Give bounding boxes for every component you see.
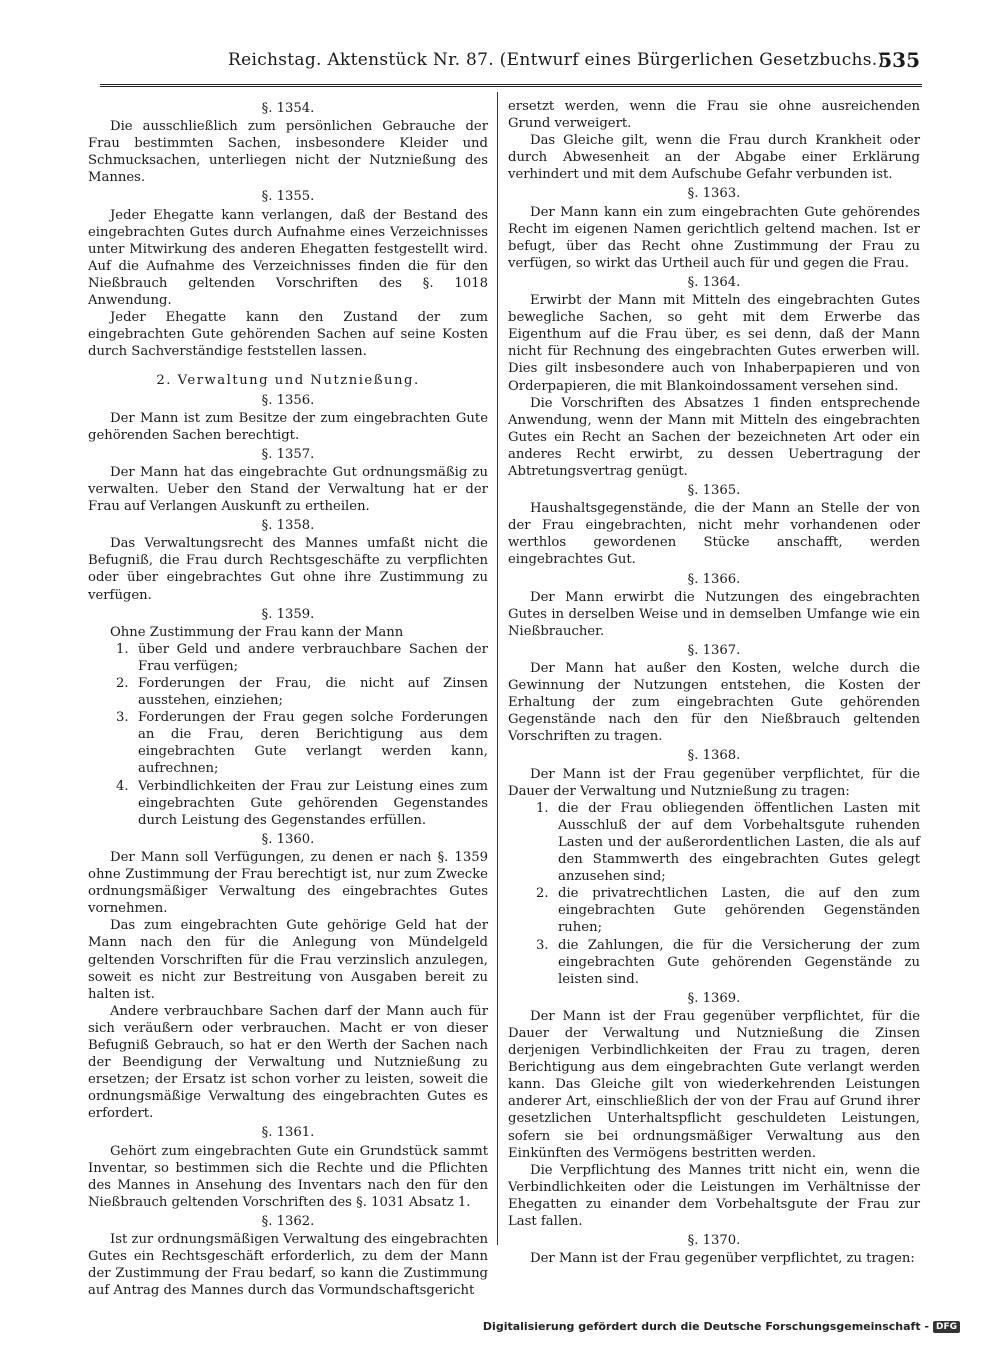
paragraph: Ohne Zustimmung der Frau kann der Mann (110, 624, 404, 640)
section-heading: §. 1366. (687, 571, 741, 587)
list-item: 3. Forderungen der Frau gegen solche Forderungen an die Frau, deren Berichtigung aus dem eingebrachten Gute verlangt werden kann, aufrechnen; (116, 710, 488, 777)
paragraph: Das Gleiche gilt, wenn die Frau durch Krankheit oder durch Abwesenheit an der Abgabe einer Erklärung verhindert und mit dem Aufschube Gefahr verbunden ist. (508, 133, 920, 183)
section-heading: §. 1369. (687, 990, 741, 1006)
subheading: 2. Verwaltung und Nutznießung. (156, 373, 420, 389)
column-divider (497, 92, 498, 1245)
paragraph: Der Mann ist der Frau gegenüber verpflichtet, für die Dauer der Verwaltung und Nutznießung zu tragen: (508, 766, 920, 799)
section-heading: §. 1370. (687, 1233, 741, 1249)
section-heading: §. 1368. (687, 748, 741, 764)
section-heading: §. 1354. (261, 101, 315, 116)
paragraph: Der Mann ist zum Besitze der zum eingebrachten Gute gehörenden Sachen berechtigt. (88, 410, 488, 443)
paragraph: Die ausschließlich zum persönlichen Gebrauche der Frau bestimmten Sachen, insbesondere Kleider und Schmucksachen, unterliegen nicht der Nutznießung des Mannes. (88, 119, 488, 186)
section-heading: §. 1361. (261, 1125, 315, 1141)
paragraph-continuation: ersetzt werden, wenn die Frau sie ohne ausreichenden Grund verweigert. (508, 99, 920, 132)
paragraph: Das Verwaltungsrecht des Mannes umfaßt nicht die Befugniß, die Frau durch Rechtsgeschäfte zu verpflichten oder über eingebrachtes Gut ohne ihre Zustimmung zu verfügen. (88, 536, 488, 603)
paragraph: Haushaltsgegenstände, die der Mann an Stelle der von der Frau eingebrachten, nicht mehr vorhandenen oder werthlos gewordenen Stücke anschafft, werden eingebrachtes Gut. (508, 501, 920, 568)
section-heading: §. 1364. (687, 274, 741, 290)
left-column (88, 98, 488, 1299)
paragraph: Das zum eingebrachten Gute gehörige Geld hat der Mann nach den für die Anlegung von Mündelgeld geltenden Vorschriften für die Frau verzinslich anzulegen, soweit es nicht zur Bestreitung von Ausgaben bereit zu halten ist. (88, 918, 488, 1002)
list-item: 3. die Zahlungen, die für die Versicherung der zum eingebrachten Gute gehörenden Gegenstände zu leisten sind. (536, 937, 920, 987)
section-heading: §. 1358. (261, 518, 315, 534)
paragraph: Der Mann hat außer den Kosten, welche durch die Gewinnung der Nutzungen entstehen, die Kosten der Erhaltung der zum eingebrachten Gute gehörenden Gegenstände nach den für den Nießbrauch geltenden Vorschriften zu tragen. (508, 661, 920, 745)
paragraph: Jeder Ehegatte kann verlangen, daß der Bestand des eingebrachten Gutes durch Aufnahme eines Verzeichnisses unter Mitwirkung des anderen Ehegatten festgestellt wird. Auf die Aufnahme des Verzeichnisses finden die für den Nießbrauch geltenden Vorschriften des §. 1018 Anwendung. (88, 207, 488, 309)
paragraph: Jeder Ehegatte kann den Zustand der zum eingebrachten Gute gehörenden Sachen auf seine Kosten durch Sachverständige feststellen lassen. (88, 310, 488, 360)
header-title: Reichstag. Aktenstück Nr. 87. (Entwurf eines Bürgerlichen Gesetzbuchs.) (228, 50, 885, 70)
numbered-list (508, 800, 920, 988)
paragraph: Die Verpflichtung des Mannes tritt nicht ein, wenn die Verbindlichkeiten oder die Leistungen im Verhältnisse der Ehegatten zu einander dem Vorbehaltsgute der Frau zur Last fallen. (508, 1162, 920, 1229)
section-heading: §. 1356. (261, 392, 315, 408)
section-heading: §. 1359. (261, 606, 315, 622)
section-heading: §. 1355. (261, 189, 315, 205)
paragraph: Der Mann ist der Frau gegenüber verpflichtet, zu tragen: (530, 1251, 915, 1267)
list-item: 4. Verbindlichkeiten der Frau zur Leistung eines zum eingebrachten Gute gehörenden Gegenstandes durch Leistung des Gegenstandes erfüllen. (116, 778, 488, 828)
header-rule (100, 84, 922, 87)
paragraph: Gehört zum eingebrachten Gute ein Grundstück sammt Inventar, so bestimmen sich die Rechte und die Pflichten des Mannes in Ansehung des Inventars nach den für den Nießbrauch geltenden Vorschriften des §. 1031 Absatz 1. (88, 1143, 488, 1210)
section-heading: §. 1362. (261, 1213, 315, 1229)
paragraph: Die Vorschriften des Absatzes 1 finden entsprechende Anwendung, wenn der Mann mit Mitteln des eingebrachten Gutes ein Recht an Sachen der bezeichneten Art oder ein anderes Recht erwirbt, zu dessen Uebertragung der Abtretungsvertrag genügt. (508, 395, 920, 479)
list-item: 1. die der Frau obliegenden öffentlichen Lasten mit Ausschluß der auf dem Vorbehaltsgute ruhenden Lasten und der außerordentlichen Lasten, die als auf den Stammwerth des eingebrachten Gutes gelegt anzusehen sind; (536, 800, 920, 885)
section-heading: §. 1363. (687, 186, 741, 202)
running-header (228, 50, 920, 78)
page-number: 535 (878, 48, 920, 72)
section-heading: §. 1360. (261, 831, 315, 847)
section-heading: §. 1367. (687, 642, 741, 658)
list-item: 2. Forderungen der Frau, die nicht auf Zinsen ausstehen, einziehen; (116, 676, 488, 709)
numbered-list (88, 641, 488, 829)
section-heading: §. 1365. (687, 483, 741, 499)
paragraph: Ist zur ordnungsmäßigen Verwaltung des eingebrachten Gutes ein Rechtsgeschäft erforderlich, zu dem der Mann der Zustimmung der Frau bedarf, so kann die Zustimmung auf Antrag des Mannes durch das Vormundschaftsgericht (88, 1232, 488, 1299)
list-item: 2. die privatrechtlichen Lasten, die auf den zum eingebrachten Gute gehörenden Gegenständen ruhen; (536, 886, 920, 936)
right-column (508, 98, 920, 1267)
credit-text: Digitalisierung gefördert durch die Deutsche Forschungsgemeinschaft - (482, 1320, 929, 1333)
list-item: 1. über Geld und andere verbrauchbare Sachen der Frau verfügen; (116, 641, 488, 674)
dfg-logo: DFG (933, 1321, 960, 1333)
paragraph: Der Mann erwirbt die Nutzungen des eingebrachten Gutes in derselben Weise und in demselben Umfange wie ein Nießbraucher. (508, 589, 920, 639)
paragraph: Andere verbrauchbare Sachen darf der Mann auch für sich veräußern oder verbrauchen. Macht er von dieser Befugniß Gebrauch, so hat er den Werth der Sachen nach der Beendigung der Verwaltung und Nutznießung zu ersetzen; der Ersatz ist schon vorher zu leisten, soweit die ordnungsmäßige Verwaltung des eingebrachten Gutes es erfordert. (88, 1003, 488, 1122)
paragraph: Der Mann soll Verfügungen, zu denen er nach §. 1359 ohne Zustimmung der Frau berechtigt ist, nur zum Zwecke ordnungsmäßiger Verwaltung des eingebrachtes Gutes vornehmen. (88, 849, 488, 917)
paragraph: Erwirbt der Mann mit Mitteln des eingebrachten Gutes bewegliche Sachen, so geht mit dem Erwerbe das Eigenthum auf die Frau über, es sei denn, daß der Mann nicht für Rechnung des eingebrachten Gutes erwerben will. Dies gilt insbesondere auch von Inhaberpapieren und von Orderpapieren, die mit Blankoindossament versehen sind. (508, 293, 920, 394)
section-heading: §. 1357. (261, 446, 315, 462)
digitization-credit (483, 1320, 960, 1333)
paragraph: Der Mann ist der Frau gegenüber verpflichtet, für die Dauer der Verwaltung und Nutznießung die Zinsen derjenigen Verbindlichkeiten der Frau zu tragen, deren Berichtigung aus dem eingebrachten Gute verlangt werden kann. Das Gleiche gilt von wiederkehrenden Leistungen anderer Art, einschließlich der von der Frau auf Grund ihrer gesetzlichen Unterhaltspflicht geschuldeten Leistungen, sofern sie bei ordnungsmäßiger Verwaltung aus den Einkünften des Vermögens bestritten werden. (508, 1008, 920, 1161)
paragraph: Der Mann hat das eingebrachte Gut ordnungsmäßig zu verwalten. Ueber den Stand der Verwaltung hat er der Frau auf Verlangen Auskunft zu ertheilen. (88, 464, 488, 515)
paragraph: Der Mann kann ein zum eingebrachten Gute gehörendes Recht im eigenen Namen gerichtlich geltend machen. Ist er befugt, über das Recht ohne Zustimmung der Frau zu verfügen, so wirkt das Urtheil auch für und gegen die Frau. (508, 204, 920, 271)
